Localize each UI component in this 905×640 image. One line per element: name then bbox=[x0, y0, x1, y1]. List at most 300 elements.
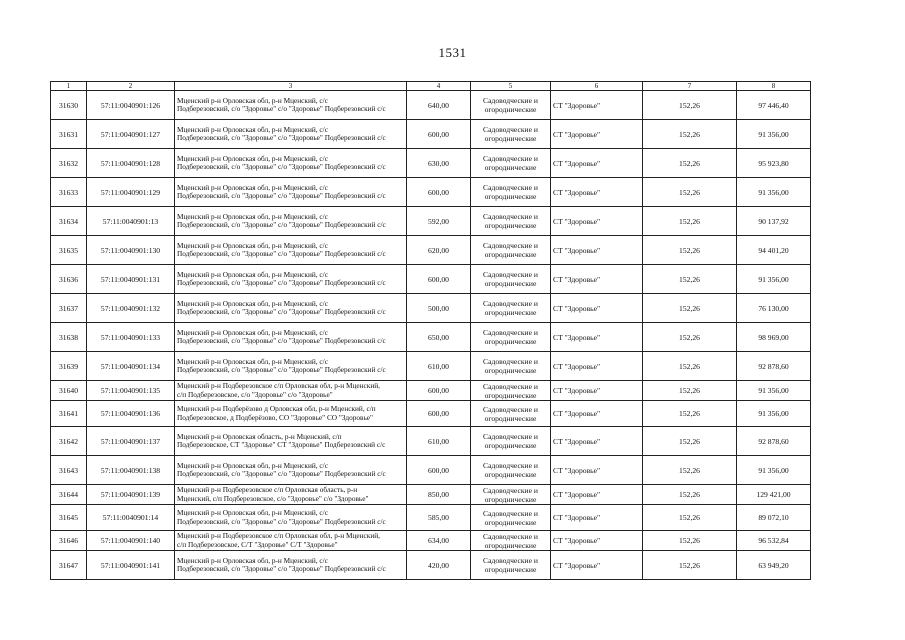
area bbox=[407, 236, 471, 265]
specific-value-text: 152,26 bbox=[679, 465, 700, 475]
row-number bbox=[51, 120, 87, 149]
land-use-type-text: Садоводческие и bbox=[483, 432, 538, 442]
organization-text: СТ "Здоровье" bbox=[553, 513, 601, 523]
land-use-type-text: Садоводческие и bbox=[483, 183, 538, 193]
address bbox=[175, 120, 407, 149]
area-text: 600,00 bbox=[428, 386, 449, 396]
cadastral-number bbox=[87, 551, 175, 580]
organization bbox=[551, 531, 643, 551]
cadastral-number bbox=[87, 381, 175, 401]
organization-text: СТ "Здоровье" bbox=[553, 386, 601, 396]
area bbox=[407, 294, 471, 323]
organization-text: СТ "Здоровье" bbox=[553, 409, 601, 419]
specific-value-text: 152,26 bbox=[679, 409, 700, 419]
address-text: Мценский р-н Орловская обл, р-н Мценский, с/с bbox=[177, 555, 328, 565]
column-header: 6 bbox=[551, 82, 643, 91]
address-text: Мценский р-н Орловская обл, р-н Мценский, с/с bbox=[177, 240, 328, 250]
land-use-type-text: огороднические bbox=[484, 540, 537, 550]
cadastral-number-text: 57:11:0040901:140 bbox=[100, 536, 161, 546]
column-header: 8 bbox=[737, 82, 811, 91]
specific-value bbox=[643, 149, 737, 178]
column-header: 7 bbox=[643, 82, 737, 91]
address bbox=[175, 352, 407, 381]
land-use-type bbox=[471, 531, 551, 551]
column-header: 3 bbox=[175, 82, 407, 91]
organization bbox=[551, 505, 643, 531]
organization-text: СТ "Здоровье" bbox=[553, 245, 601, 255]
area bbox=[407, 485, 471, 505]
address-text: Мценский р-н Подберезовское с/п Орловская обл, р-н Мценский, bbox=[177, 381, 380, 391]
area bbox=[407, 91, 471, 120]
organization-text: СТ "Здоровье" bbox=[553, 465, 601, 475]
table-row bbox=[51, 323, 811, 352]
land-use-type-text: Садоводческие и bbox=[483, 485, 538, 495]
cadastral-number-text: 57:11:0040901:136 bbox=[100, 409, 161, 419]
area-text: 630,00 bbox=[428, 158, 449, 168]
cadastral-number bbox=[87, 120, 175, 149]
address-text: Подберезовский, с/о "Здоровье" с/о "Здоровье" Подберезовский с/с bbox=[177, 336, 386, 346]
address bbox=[175, 91, 407, 120]
row-number bbox=[51, 551, 87, 580]
cadastral-number-text: 57:11:0040901:135 bbox=[100, 386, 161, 396]
cadastral-value bbox=[737, 485, 811, 505]
organization-text: СТ "Здоровье" bbox=[553, 158, 601, 168]
land-use-type-text: Садоводческие и bbox=[483, 404, 538, 414]
row-number-text: 31645 bbox=[59, 513, 78, 523]
land-use-type-text: огороднические bbox=[484, 517, 537, 527]
organization bbox=[551, 236, 643, 265]
specific-value-text: 152,26 bbox=[679, 386, 700, 396]
specific-value-text: 152,26 bbox=[679, 490, 700, 500]
land-use-type-text: Садоводческие и bbox=[483, 270, 538, 280]
area bbox=[407, 207, 471, 236]
row-number bbox=[51, 485, 87, 505]
address-text: Мценский р-н Орловская обл, р-н Мценский, с/с bbox=[177, 508, 328, 518]
organization-text: СТ "Здоровье" bbox=[553, 436, 601, 446]
area bbox=[407, 381, 471, 401]
cadastral-number-text: 57:11:0040901:134 bbox=[100, 361, 161, 371]
cadastral-number bbox=[87, 485, 175, 505]
address bbox=[175, 323, 407, 352]
area bbox=[407, 149, 471, 178]
land-use-type-text: Садоводческие и bbox=[483, 531, 538, 541]
specific-value bbox=[643, 265, 737, 294]
address-text: Мценский р-н Орловская обл, р-н Мценский, с/с bbox=[177, 124, 328, 134]
land-use-type-text: огороднические bbox=[484, 105, 537, 115]
address-text: Подберезовский, с/о "Здоровье" с/о "Здоровье" Подберезовский с/с bbox=[177, 278, 386, 288]
organization-text: СТ "Здоровье" bbox=[553, 303, 601, 313]
organization-text: СТ "Здоровье" bbox=[553, 216, 601, 226]
row-number bbox=[51, 207, 87, 236]
specific-value-text: 152,26 bbox=[679, 513, 700, 523]
organization bbox=[551, 485, 643, 505]
address-text: Мценский, с/п Подберезовское, с/о "Здоровье" с/о "Здоровье" bbox=[177, 493, 369, 503]
cadastral-value-text: 89 072,10 bbox=[758, 513, 789, 523]
address bbox=[175, 401, 407, 427]
cadastral-number-text: 57:11:0040901:129 bbox=[100, 187, 161, 197]
land-use-type-text: огороднические bbox=[484, 366, 537, 376]
organization bbox=[551, 551, 643, 580]
area-text: 640,00 bbox=[428, 100, 449, 110]
specific-value bbox=[643, 323, 737, 352]
address bbox=[175, 178, 407, 207]
cadastral-value-text: 91 356,00 bbox=[758, 129, 789, 139]
table-row bbox=[51, 485, 811, 505]
land-use-type-text: огороднические bbox=[484, 565, 537, 575]
address bbox=[175, 427, 407, 456]
land-use-type bbox=[471, 265, 551, 294]
area bbox=[407, 352, 471, 381]
specific-value-text: 152,26 bbox=[679, 245, 700, 255]
land-use-type-text: огороднические bbox=[484, 192, 537, 202]
cadastral-number-text: 57:11:0040901:137 bbox=[100, 436, 161, 446]
land-use-type-text: Садоводческие и bbox=[483, 381, 538, 391]
area bbox=[407, 531, 471, 551]
table-header-row bbox=[51, 82, 811, 91]
address bbox=[175, 381, 407, 401]
table-row bbox=[51, 551, 811, 580]
cadastral-number-text: 57:11:0040901:127 bbox=[100, 129, 161, 139]
area-text: 600,00 bbox=[428, 409, 449, 419]
cadastral-value-text: 91 356,00 bbox=[758, 274, 789, 284]
organization bbox=[551, 91, 643, 120]
row-number-text: 31635 bbox=[59, 245, 78, 255]
row-number bbox=[51, 149, 87, 178]
land-use-type-text: огороднические bbox=[484, 221, 537, 231]
address-text: Мценский р-н Орловская обл, р-н Мценский, с/с bbox=[177, 182, 328, 192]
address bbox=[175, 485, 407, 505]
column-header: 2 bbox=[87, 82, 175, 91]
cadastral-value bbox=[737, 352, 811, 381]
land-use-type-text: огороднические bbox=[484, 308, 537, 318]
organization bbox=[551, 401, 643, 427]
land-use-type bbox=[471, 401, 551, 427]
area bbox=[407, 456, 471, 485]
address-text: Подберезовский, с/о "Здоровье" с/о "Здоровье" Подберезовский с/с bbox=[177, 249, 386, 259]
address-text: Подберезовский, с/о "Здоровье" с/о "Здоровье" Подберезовский с/с bbox=[177, 469, 386, 479]
cadastral-number-text: 57:11:0040901:132 bbox=[100, 303, 161, 313]
cadastral-number-text: 57:11:0040901:138 bbox=[100, 465, 161, 475]
land-use-type-text: Садоводческие и bbox=[483, 328, 538, 338]
address-text: Подберезовский, с/о "Здоровье" с/о "Здоровье" Подберезовский с/с bbox=[177, 564, 386, 574]
cadastral-value bbox=[737, 265, 811, 294]
cadastral-number bbox=[87, 456, 175, 485]
specific-value bbox=[643, 531, 737, 551]
row-number bbox=[51, 236, 87, 265]
cadastral-number bbox=[87, 505, 175, 531]
table-row bbox=[51, 265, 811, 294]
specific-value bbox=[643, 485, 737, 505]
land-use-type bbox=[471, 91, 551, 120]
land-use-type bbox=[471, 505, 551, 531]
address-text: Мценский р-н Орловская обл, р-н Мценский, с/с bbox=[177, 460, 328, 470]
specific-value bbox=[643, 551, 737, 580]
specific-value-text: 152,26 bbox=[679, 536, 700, 546]
address-text: с/п Подберезовское, с/о "Здоровье" с/о "Здоровье" bbox=[177, 389, 333, 399]
address bbox=[175, 236, 407, 265]
cadastral-number bbox=[87, 352, 175, 381]
land-use-type bbox=[471, 178, 551, 207]
row-number bbox=[51, 178, 87, 207]
cadastral-number bbox=[87, 323, 175, 352]
table-row bbox=[51, 401, 811, 427]
address bbox=[175, 551, 407, 580]
organization-text: СТ "Здоровье" bbox=[553, 490, 601, 500]
row-number bbox=[51, 381, 87, 401]
row-number-text: 31630 bbox=[59, 100, 78, 110]
area-text: 600,00 bbox=[428, 187, 449, 197]
land-use-type-text: огороднические bbox=[484, 390, 537, 400]
cadastral-number bbox=[87, 401, 175, 427]
cadastral-number bbox=[87, 427, 175, 456]
organization-text: СТ "Здоровье" bbox=[553, 129, 601, 139]
cadastral-number-text: 57:11:0040901:13 bbox=[102, 216, 159, 226]
address-text: Мценский р-н Орловская обл, р-н Мценский, с/с bbox=[177, 269, 328, 279]
cadastral-value bbox=[737, 91, 811, 120]
specific-value-text: 152,26 bbox=[679, 436, 700, 446]
table-row bbox=[51, 207, 811, 236]
cadastral-value bbox=[737, 207, 811, 236]
address-text: Мценский р-н Орловская обл, р-н Мценский, с/с bbox=[177, 211, 328, 221]
cadastral-value-text: 98 969,00 bbox=[758, 332, 789, 342]
cadastral-number bbox=[87, 294, 175, 323]
row-number-text: 31631 bbox=[59, 129, 78, 139]
land-use-type-text: огороднические bbox=[484, 163, 537, 173]
organization bbox=[551, 207, 643, 236]
land-use-type bbox=[471, 236, 551, 265]
row-number-text: 31639 bbox=[59, 361, 78, 371]
area bbox=[407, 505, 471, 531]
table-row bbox=[51, 381, 811, 401]
land-use-type-text: Садоводческие и bbox=[483, 357, 538, 367]
organization-text: СТ "Здоровье" bbox=[553, 187, 601, 197]
cadastral-number bbox=[87, 236, 175, 265]
land-use-type-text: Садоводческие и bbox=[483, 241, 538, 251]
specific-value bbox=[643, 120, 737, 149]
specific-value-text: 152,26 bbox=[679, 274, 700, 284]
cadastral-number-text: 57:11:0040901:130 bbox=[100, 245, 161, 255]
cadastral-value-text: 91 356,00 bbox=[758, 409, 789, 419]
specific-value-text: 152,26 bbox=[679, 129, 700, 139]
organization-text: СТ "Здоровье" bbox=[553, 332, 601, 342]
land-use-type-text: огороднические bbox=[484, 441, 537, 451]
table-row bbox=[51, 236, 811, 265]
area-text: 634,00 bbox=[428, 536, 449, 546]
address-text: Мценский р-н Орловская обл, р-н Мценский, с/с bbox=[177, 95, 328, 105]
cadastral-number bbox=[87, 265, 175, 294]
land-use-type-text: Садоводческие и bbox=[483, 461, 538, 471]
specific-value bbox=[643, 401, 737, 427]
specific-value bbox=[643, 381, 737, 401]
row-number bbox=[51, 505, 87, 531]
area bbox=[407, 323, 471, 352]
area-text: 600,00 bbox=[428, 465, 449, 475]
cadastral-value-text: 63 949,20 bbox=[758, 560, 789, 570]
cadastral-number-text: 57:11:0040901:128 bbox=[100, 158, 161, 168]
row-number bbox=[51, 456, 87, 485]
land-use-type bbox=[471, 427, 551, 456]
column-header: 4 bbox=[407, 82, 471, 91]
cadastral-value-table bbox=[50, 81, 811, 580]
row-number-text: 31647 bbox=[59, 560, 78, 570]
land-use-type bbox=[471, 551, 551, 580]
address bbox=[175, 207, 407, 236]
address bbox=[175, 149, 407, 178]
area-text: 500,00 bbox=[428, 303, 449, 313]
cadastral-value bbox=[737, 456, 811, 485]
cadastral-number bbox=[87, 207, 175, 236]
address-text: Мценский р-н Подберезовское с/п Орловская область, р-н bbox=[177, 485, 358, 495]
cadastral-value-text: 96 532,84 bbox=[758, 536, 789, 546]
cadastral-value bbox=[737, 236, 811, 265]
table-row bbox=[51, 352, 811, 381]
row-number-text: 31638 bbox=[59, 332, 78, 342]
row-number-text: 31641 bbox=[59, 409, 78, 419]
land-use-type-text: огороднические bbox=[484, 337, 537, 347]
address-text: Мценский р-н Орловская обл, р-н Мценский, с/с bbox=[177, 153, 328, 163]
land-use-type-text: Садоводческие и bbox=[483, 125, 538, 135]
area-text: 600,00 bbox=[428, 129, 449, 139]
organization-text: СТ "Здоровье" bbox=[553, 536, 601, 546]
cadastral-value-text: 91 356,00 bbox=[758, 386, 789, 396]
land-use-type-text: Садоводческие и bbox=[483, 154, 538, 164]
cadastral-value bbox=[737, 427, 811, 456]
cadastral-number-text: 57:11:0040901:133 bbox=[100, 332, 161, 342]
cadastral-value bbox=[737, 551, 811, 580]
cadastral-number-text: 57:11:0040901:14 bbox=[102, 513, 159, 523]
address-text: Подберезовский, с/о "Здоровье" с/о "Здоровье" Подберезовский с/с bbox=[177, 162, 386, 172]
land-use-type-text: огороднические bbox=[484, 134, 537, 144]
address-text: Подберезовский, с/о "Здоровье" с/о "Здоровье" Подберезовский с/с bbox=[177, 365, 386, 375]
cadastral-value bbox=[737, 178, 811, 207]
organization bbox=[551, 149, 643, 178]
land-use-type-text: Садоводческие и bbox=[483, 96, 538, 106]
area-text: 600,00 bbox=[428, 274, 449, 284]
specific-value bbox=[643, 456, 737, 485]
cadastral-number bbox=[87, 91, 175, 120]
land-use-type bbox=[471, 323, 551, 352]
land-use-type-text: огороднические bbox=[484, 279, 537, 289]
specific-value bbox=[643, 178, 737, 207]
area bbox=[407, 178, 471, 207]
row-number bbox=[51, 294, 87, 323]
row-number-text: 31646 bbox=[59, 536, 78, 546]
row-number-text: 31643 bbox=[59, 465, 78, 475]
row-number bbox=[51, 427, 87, 456]
cadastral-value-text: 91 356,00 bbox=[758, 465, 789, 475]
cadastral-value bbox=[737, 149, 811, 178]
address-text: Подберезовский, с/о "Здоровье" с/о "Здоровье" Подберезовский с/с bbox=[177, 307, 386, 317]
specific-value bbox=[643, 236, 737, 265]
specific-value-text: 152,26 bbox=[679, 187, 700, 197]
cadastral-value-text: 90 137,92 bbox=[758, 216, 789, 226]
table-row bbox=[51, 456, 811, 485]
cadastral-number-text: 57:11:0040901:141 bbox=[100, 560, 161, 570]
land-use-type bbox=[471, 456, 551, 485]
address-text: Мценский р-н Орловская обл, р-н Мценский, с/с bbox=[177, 327, 328, 337]
cadastral-value-text: 91 356,00 bbox=[758, 187, 789, 197]
address-text: Подберезовский, с/о "Здоровье" с/о "Здоровье" Подберезовский с/с bbox=[177, 191, 386, 201]
specific-value-text: 152,26 bbox=[679, 303, 700, 313]
row-number bbox=[51, 323, 87, 352]
row-number-text: 31640 bbox=[59, 386, 78, 396]
specific-value-text: 152,26 bbox=[679, 560, 700, 570]
table-row bbox=[51, 531, 811, 551]
row-number-text: 31644 bbox=[59, 490, 78, 500]
address-text: Мценский р-н Орловская область, р-н Мценский, с/п bbox=[177, 431, 342, 441]
organization bbox=[551, 323, 643, 352]
row-number bbox=[51, 401, 87, 427]
row-number-text: 31634 bbox=[59, 216, 78, 226]
land-use-type bbox=[471, 294, 551, 323]
row-number-text: 31636 bbox=[59, 274, 78, 284]
address bbox=[175, 531, 407, 551]
cadastral-value-text: 97 446,40 bbox=[758, 100, 789, 110]
organization bbox=[551, 427, 643, 456]
table-row bbox=[51, 294, 811, 323]
cadastral-value-text: 92 878,60 bbox=[758, 361, 789, 371]
specific-value-text: 152,26 bbox=[679, 361, 700, 371]
area bbox=[407, 427, 471, 456]
organization bbox=[551, 178, 643, 207]
cadastral-number bbox=[87, 531, 175, 551]
cadastral-value bbox=[737, 401, 811, 427]
address bbox=[175, 294, 407, 323]
table-row bbox=[51, 505, 811, 531]
specific-value bbox=[643, 352, 737, 381]
land-use-type bbox=[471, 120, 551, 149]
area-text: 610,00 bbox=[428, 436, 449, 446]
address-text: Подберезовский, с/о "Здоровье" с/о "Здоровье" Подберезовский с/с bbox=[177, 220, 386, 230]
table-row bbox=[51, 91, 811, 120]
row-number bbox=[51, 91, 87, 120]
column-header: 1 bbox=[51, 82, 87, 91]
area-text: 850,00 bbox=[428, 490, 449, 500]
specific-value bbox=[643, 294, 737, 323]
area-text: 620,00 bbox=[428, 245, 449, 255]
row-number bbox=[51, 352, 87, 381]
area-text: 592,00 bbox=[428, 216, 449, 226]
cadastral-number-text: 57:11:0040901:126 bbox=[100, 100, 161, 110]
land-use-type-text: огороднические bbox=[484, 250, 537, 260]
land-use-type-text: Садоводческие и bbox=[483, 212, 538, 222]
table-row bbox=[51, 178, 811, 207]
organization bbox=[551, 456, 643, 485]
organization bbox=[551, 265, 643, 294]
organization bbox=[551, 294, 643, 323]
organization-text: СТ "Здоровье" bbox=[553, 100, 601, 110]
land-use-type-text: Садоводческие и bbox=[483, 556, 538, 566]
land-use-type-text: Садоводческие и bbox=[483, 299, 538, 309]
address-text: Мценский р-н Орловская обл, р-н Мценский, с/с bbox=[177, 298, 328, 308]
area-text: 650,00 bbox=[428, 332, 449, 342]
row-number-text: 31633 bbox=[59, 187, 78, 197]
specific-value-text: 152,26 bbox=[679, 332, 700, 342]
organization bbox=[551, 352, 643, 381]
address-text: Мценский р-н Подберезовское с/п Орловская обл, р-н Мценский, bbox=[177, 531, 380, 541]
row-number-text: 31632 bbox=[59, 158, 78, 168]
area-text: 610,00 bbox=[428, 361, 449, 371]
row-number bbox=[51, 265, 87, 294]
row-number bbox=[51, 531, 87, 551]
land-use-type bbox=[471, 149, 551, 178]
area bbox=[407, 120, 471, 149]
cadastral-number-text: 57:11:0040901:131 bbox=[100, 274, 161, 284]
land-use-type-text: огороднические bbox=[484, 470, 537, 480]
land-use-type bbox=[471, 207, 551, 236]
land-use-type-text: Садоводческие и bbox=[483, 508, 538, 518]
row-number-text: 31642 bbox=[59, 436, 78, 446]
